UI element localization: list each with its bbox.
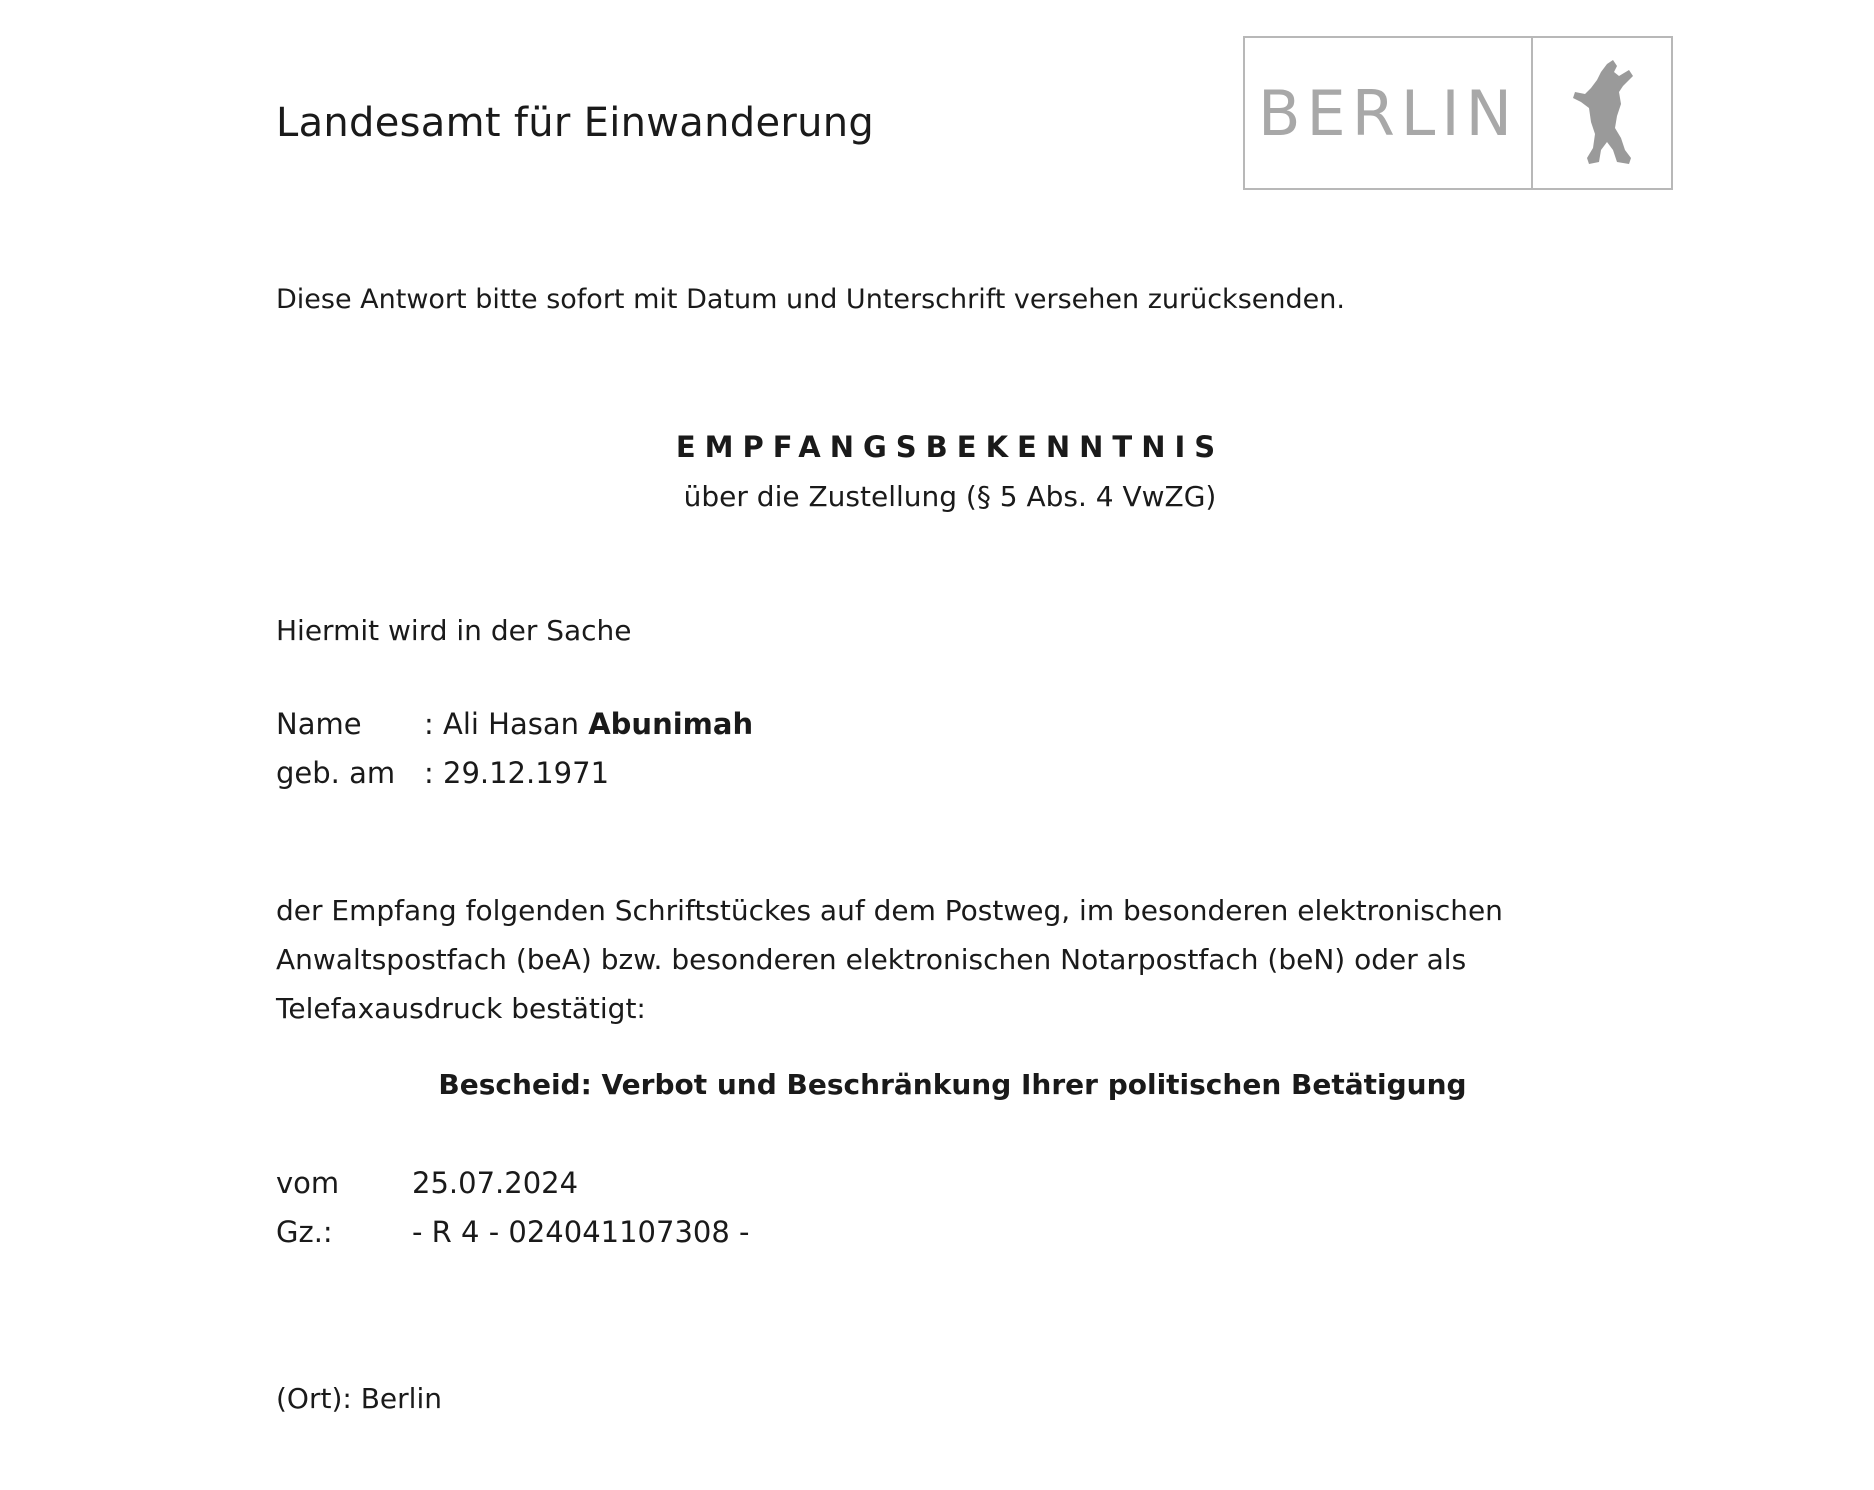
name-value: : Ali Hasan [424,707,589,741]
name-label: Name [276,707,362,741]
document-subheading: über die Zustellung (§ 5 Abs. 4 VwZG) [683,480,1217,513]
name-field [276,707,753,741]
surname-value: Abunimah [588,707,754,741]
birthdate-value: : 29.12.1971 [424,756,610,790]
authority-name: Landesamt für Einwanderung [276,100,875,146]
berlin-bear-icon [1533,38,1671,188]
place-line: (Ort): Berlin [276,1382,442,1415]
birthdate-label: geb. am [276,756,396,790]
date-label: vom [276,1166,340,1200]
logo-text: BERLIN [1245,38,1533,188]
notice-title: Bescheid: Verbot und Beschränkung Ihrer politischen Betätigung [438,1068,1467,1101]
reference-row [276,1215,750,1249]
date-row [276,1166,578,1200]
date-value: 25.07.2024 [412,1166,579,1200]
document-heading: EMPFANGSBEKENNTNIS [675,430,1225,464]
birthdate-field [276,756,609,790]
berlin-logo [1243,36,1673,190]
reference-value: - R 4 - 024041107308 - [412,1215,750,1249]
reference-label: Gz.: [276,1215,333,1249]
receipt-confirmation-text: der Empfang folgenden Schriftstückes auf dem Postweg, im besonderen elektronischen Anwaltspostfach (beA) bzw. besonderen elektronischen Notarpostfach (beN) oder als Telefaxausdruck bestätigt: [276,894,1503,1025]
return-instruction: Diese Antwort bitte sofort mit Datum und Unterschrift versehen zurücksenden. [276,284,1345,315]
intro-text: Hiermit wird in der Sache [276,614,632,647]
